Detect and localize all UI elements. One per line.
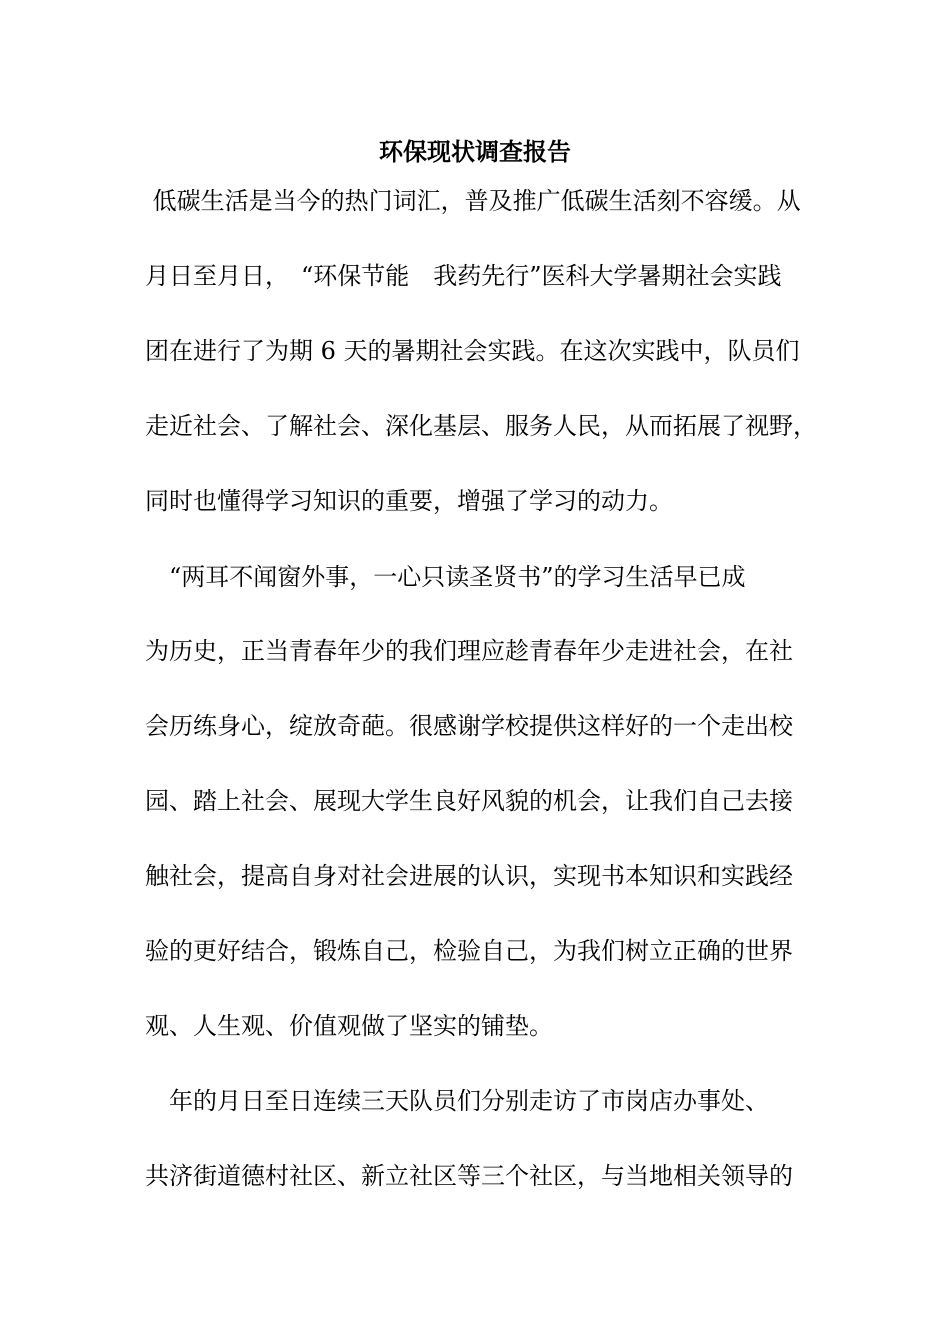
paragraph-line-13: 年的月日至日连续三天队员们分别走访了市岗店办事处、: [145, 1087, 769, 1115]
paragraph-line-2: 月日至月日， “环保节能 我药先行”医科大学暑期社会实践: [145, 262, 782, 290]
paragraph-line-8: 会历练身心，绽放奇葩。很感谢学校提供这样好的一个走出校: [145, 712, 793, 740]
paragraph-line-3: 团在进行了为期 6 天的暑期社会实践。在这次实践中，队员们: [145, 337, 800, 365]
paragraph-line-4: 走近社会、了解社会、深化基层、服务人民，从而拓展了视野，: [145, 412, 817, 440]
paragraph-line-7: 为历史，正当青春年少的我们理应趁青春年少走进社会，在社: [145, 637, 793, 665]
paragraph-line-9: 园、踏上社会、展现大学生良好风貌的机会，让我们自己去接: [145, 787, 793, 815]
paragraph-line-10: 触社会，提高自身对社会进展的认识，实现书本知识和实践经: [145, 862, 793, 890]
paragraph-line-12: 观、人生观、价值观做了坚实的铺垫。: [145, 1012, 553, 1040]
paragraph-line-1: 低碳生活是当今的热门词汇，普及推广低碳生活刻不容缓。从: [145, 187, 801, 215]
document-title: 环保现状调查报告: [379, 137, 571, 166]
paragraph-line-14: 共济街道德村社区、新立社区等三个社区，与当地相关领导的: [145, 1162, 793, 1190]
paragraph-line-5: 同时也懂得学习知识的重要，增强了学习的动力。: [145, 487, 673, 515]
paragraph-line-6: “两耳不闻窗外事，一心只读圣贤书”的学习生活早已成: [145, 563, 746, 591]
paragraph-line-11: 验的更好结合，锻炼自己，检验自己，为我们树立正确的世界: [145, 937, 793, 965]
